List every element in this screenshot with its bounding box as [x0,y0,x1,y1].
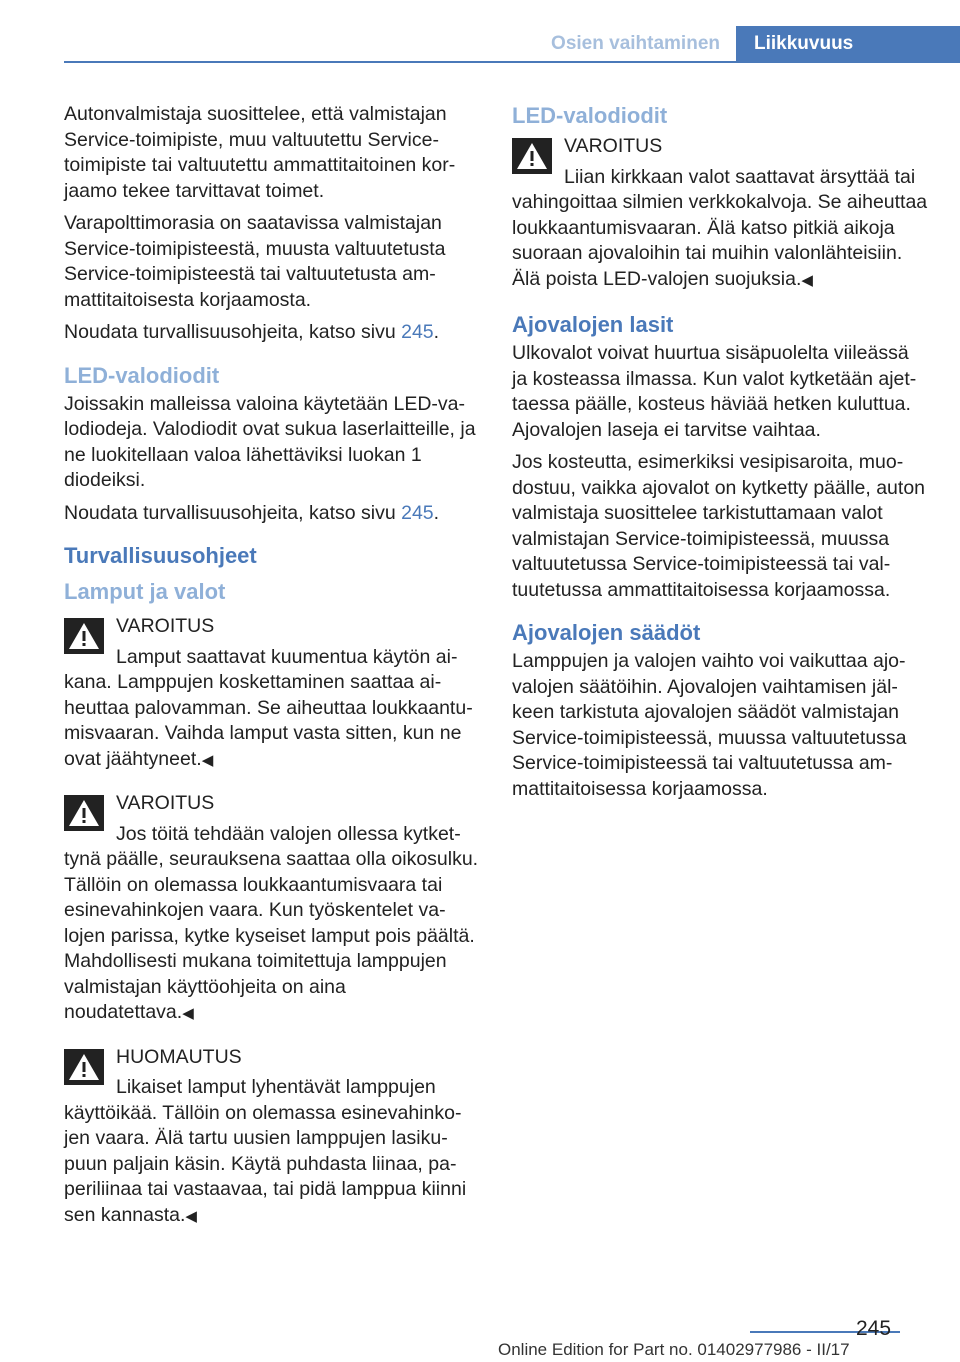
warning-triangle-icon [64,1049,104,1085]
left-column [64,102,480,1247]
end-mark: ◀ [182,1005,194,1022]
intro-paragraph-1: Autonvalmistaja suosittelee, että valmistajan Service-toimipiste, muu valtuutettu Service-toimipiste tai valtuutettu ammattitaitoinen korjaamo tekee tarvittavat toimet. [64,103,456,202]
page-number: 245 [856,1317,892,1340]
page-link[interactable]: 245 [401,321,434,343]
lamps-heading: Lamput ja valot [64,579,226,604]
notice-text-body: Likaiset lamput lyhentävät lamppujen käyttöikää. Tällöin on olemassa esinevahinkojen vaara. Älä tartu uusien lamppujen lasikupuun paljain käsin. Käytä puhdasta liinaa, paperiliinaa tai vastaavaa, tai pidä lamppua kiinni sen kannasta. [64,1076,467,1226]
led-paragraph-2-suffix: . [433,501,440,524]
warning-text-1-body: Lamput saattavat kuumentua käytön aikana. Lamppujen koskettaminen saattaa aiheuttaa palovamman. Se aiheuttaa loukkaantumisvaaran. Vaihda lamput vasta sitten, kun ne ovat jäähtyneet. [64,645,473,770]
intro-paragraph-2: Varapolttimorasia on saatavissa valmistajan Service-toimipisteestä, muusta valtuutetusta Service-toimipisteestä tai valtuutetusta ammattitaitoisesta korjaamosta. [64,212,446,311]
adjust-paragraph-1: Lamppujen ja valojen vaihto voi vaikuttaa ajovalojen säätöihin. Ajovalojen vaihtamisen jälkeen tarkistuta ajovalojen säädöt valmistajan Service-toimipisteessä, muussa valtuutetussa Service-toimipisteessä tai valtuutetussa ammattitaitoisessa korjaamossa. [512,650,907,800]
right-column [512,102,928,809]
intro-paragraph-3-suffix: . [433,321,440,343]
led-paragraph-2 [64,501,480,527]
led-warning-block [512,134,928,293]
end-mark: ◀ [201,751,214,769]
lens-paragraph-2: Jos kosteutta, esimerkiksi vesipisaroita, muodostuu, vaikka ajovalot on kytketty päälle, auton valmistaja suosittelee tarkistuttamaan valot valmistajan Service-toimipisteessä, muussa valtuutetussa Service-toimipisteessä tai valtuutetussa ammattitaitoisessa korjaamossa. [512,451,926,601]
adjust-heading: Ajovalojen säädöt [512,620,701,645]
page-link[interactable]: 245 [401,501,434,524]
warning-triangle-icon [64,618,104,654]
led-warning-text [512,165,928,294]
warning-block-1 [64,614,480,773]
end-mark: ◀ [801,271,813,289]
warning-triangle-icon [64,795,104,831]
warning-label-2: VAROITUS [116,792,215,814]
led-heading-right: LED-valodiodit [512,103,668,128]
intro-paragraph-3-prefix: Noudata turvallisuusohjeita, katso sivu [64,321,402,343]
warning-block-2 [64,791,480,1027]
warning-label-1: VAROITUS [116,615,215,637]
notice-text [64,1075,480,1229]
header-chapter-tab[interactable]: Liikkuvuus [736,26,960,62]
end-mark: ◀ [185,1207,197,1225]
led-heading-left: LED-valodiodit [64,362,220,388]
header-tabs [531,26,960,62]
header-section-tab[interactable]: Osien vaihtaminen [551,33,720,54]
intro-paragraph-3 [64,320,480,346]
safety-heading: Turvallisuusohjeet [64,543,257,568]
lens-heading: Ajovalojen lasit [512,312,674,337]
footer-edition: Online Edition for Part no. 01402977986 - II/17 [498,1340,850,1359]
warning-text-2-body: Jos töitä tehdään valojen ollessa kytkettynä päälle, seurauksena saattaa olla oikosulku. Tällöin on olemassa loukkaantumisvaara tai esinevahinkojen vaara. Kun työskentelet valojen parissa, kytke kyseiset lamput pois päältä. Mahdollisesti mukana toimitettuja lamppujen valmistajan käyttöohjeita on aina noudatettava. [64,822,479,1023]
led-warning-text-body: Liian kirkkaan valot saattavat ärsyttää tai vahingoittaa silmien verkkokalvoja. Se aiheuttaa loukkaantumisvaaran. Älä katso pitkiä aikoja suoraan ajovaloihin tai muihin valonlähteisiin. Älä poista LED-valojen suojuksia. [512,165,928,290]
notice-label: HUOMAUTUS [116,1045,242,1068]
led-paragraph-2-prefix: Noudata turvallisuusohjeita, katso sivu [64,501,402,524]
led-paragraph-1: Joissakin malleissa valoina käytetään LED-valodiodeja. Valodiodit ovat sukua laserlaitteille, ja ne luokitellaan valoa lähettäviksi luokan 1 diodeiksi. [64,392,476,491]
notice-block [64,1045,480,1230]
led-warning-label: VAROITUS [564,135,663,157]
warning-text-2 [64,822,480,1027]
header-rule [64,61,960,63]
warning-triangle-icon [512,138,552,174]
warning-text-1 [64,645,480,774]
lens-paragraph-1: Ulkovalot voivat huurtua sisäpuolelta viileässä ja kosteassa ilmassa. Kun valot kytketään ajettaessa päälle, kosteus häviää hetken kuluttua. Ajovalojen laseja ei tarvitse vaihtaa. [512,342,917,441]
